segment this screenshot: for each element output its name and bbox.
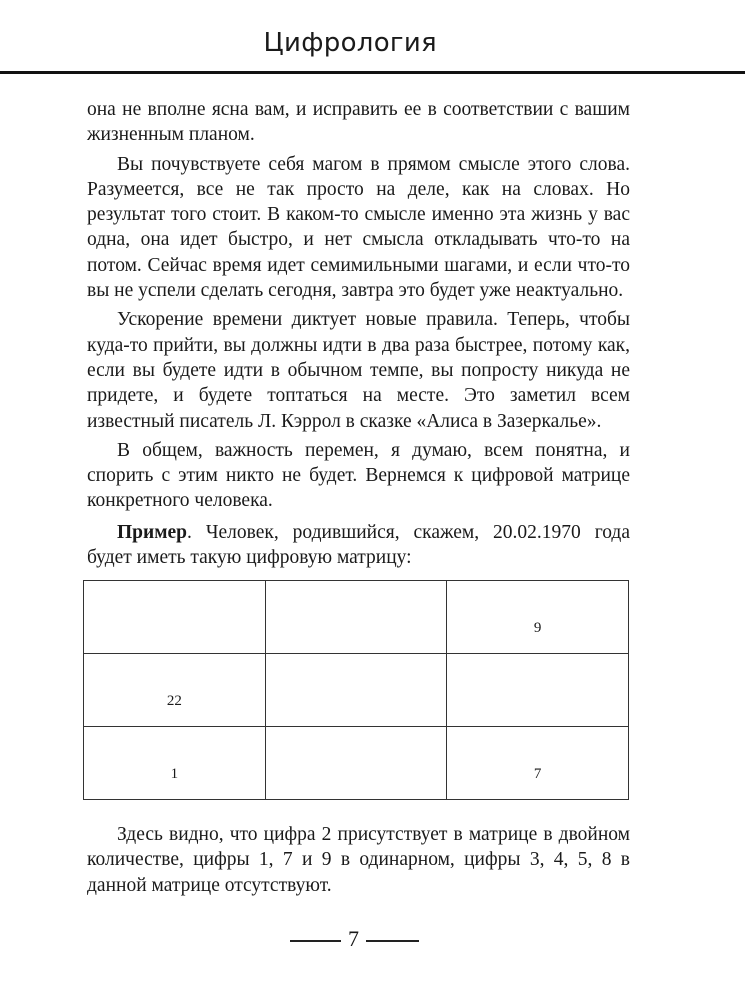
folio-rule-left [290, 940, 341, 942]
folio-rule-right [366, 940, 419, 942]
matrix-cell-3-1 [84, 727, 266, 800]
matrix-value: 7 [533, 766, 542, 782]
page-footer [0, 926, 750, 956]
matrix-row-1 [84, 581, 629, 654]
example-label: Пример [117, 521, 188, 543]
example-text: . Человек, родившийся, скажем, 20.02.1970 года будет иметь такую цифровую матрицу: [87, 521, 630, 569]
after-text [87, 822, 630, 898]
paragraph-1: она не вполне ясна вам, и исправить ее в соответствии с вашим жизненным планом. [87, 99, 630, 146]
matrix-cell-2-3 [447, 654, 629, 727]
matrix-cell-1-3 [447, 581, 629, 654]
matrix-cell-2-2 [265, 654, 447, 727]
digit-matrix [83, 580, 629, 800]
running-head-rule [0, 71, 745, 74]
matrix-row-3 [84, 727, 629, 800]
matrix-row-2 [84, 654, 629, 727]
page-number: 7 [348, 926, 359, 951]
matrix-cell-1-1 [84, 581, 266, 654]
body-text [87, 97, 630, 574]
matrix-value: 9 [533, 620, 542, 636]
running-head-title-wrap [0, 28, 745, 58]
running-head-title: Цифрология [263, 28, 437, 58]
matrix-cell-3-3 [447, 727, 629, 800]
matrix-value: 22 [166, 693, 182, 709]
paragraph-2: Вы почувствуете себя магом в прямом смысле этого слова. Разумеется, все не так просто на деле, как на словах. Но результат того стоит. В каком-то смысле именно эта жизнь у вас одна, она идет быстро, и нет смысла откладывать что-то на потом. Сейчас время идет семимильными шагами, и если что-то вы не успели сделать сегодня, завтра это будет уже неактуально. [87, 153, 630, 302]
conclusion-paragraph: Здесь видно, что цифра 2 присутствует в матрице в двойном количестве, цифры 1, 7 и 9 в одинарном, цифры 3, 4, 5, 8 в данной матрице отсутствуют. [87, 824, 630, 896]
running-head [0, 0, 750, 78]
paragraph-3: Ускорение времени диктует новые правила. Теперь, чтобы куда-то прийти, вы должны идти в два раза быстрее, потому как, если вы будете идти в обычном темпе, вы попросту никуда не придете, и будете топтаться на месте. Это заметил всем известный писатель Л. Кэррол в сказке «Алиса в Зазеркалье». [87, 309, 630, 432]
matrix-value: 1 [170, 766, 179, 782]
example-paragraph [87, 520, 630, 571]
matrix-cell-1-2 [265, 581, 447, 654]
paragraph-4: В общем, важность перемен, я думаю, всем понятна, и спорить с этим никто не будет. Вернемся к цифровой матрице конкретного человека. [87, 439, 630, 512]
matrix-cell-2-1 [84, 654, 266, 727]
matrix-cell-3-2 [265, 727, 447, 800]
